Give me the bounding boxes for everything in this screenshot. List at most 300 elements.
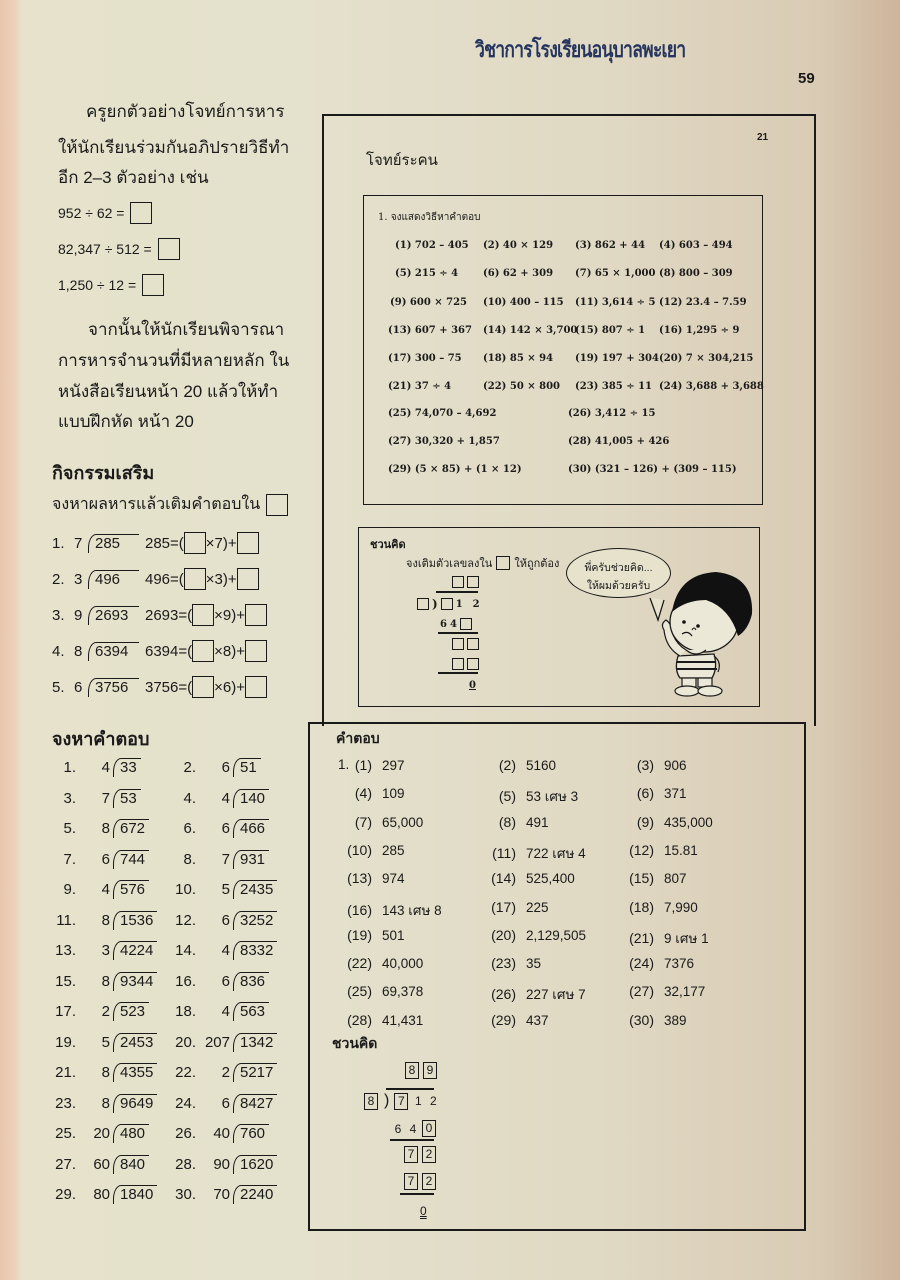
dividend: 8427 <box>233 1094 277 1113</box>
dividend: 4224 <box>113 941 157 960</box>
answer-label: (29) <box>491 1011 516 1028</box>
digit: 1 <box>455 598 463 610</box>
problem-item: (14) 142 × 3,700 <box>483 325 578 336</box>
division-exercise <box>40 911 157 930</box>
problem-item: (5) 215 ÷ 4 <box>395 268 459 279</box>
item-number: 6. <box>183 820 196 837</box>
answer-item <box>484 870 575 886</box>
remainder-answer-box[interactable] <box>237 568 259 590</box>
item-number: 19. <box>55 1033 76 1051</box>
subtraction-line <box>438 672 478 674</box>
dividend: 3252 <box>233 911 277 930</box>
dividend: 2693 <box>88 606 139 625</box>
item-number: 3. <box>63 789 76 807</box>
divisor: 6 <box>221 1094 230 1112</box>
problem-item: (13) 607 + 367 <box>388 325 472 336</box>
item-number: 27. <box>55 1155 76 1173</box>
answer-label: (30) <box>629 1011 654 1028</box>
answer-item <box>340 899 442 921</box>
division-exercise <box>40 1155 149 1174</box>
equation-left: 3756=( <box>145 678 193 696</box>
divisor: 8 <box>101 1094 110 1112</box>
answer-value: 722 เศษ 4 <box>526 845 586 861</box>
item-number: 9. <box>63 881 76 898</box>
answer-digit-box: 8 <box>405 1062 419 1079</box>
extra-instruction <box>52 492 288 517</box>
para-line: แบบฝึกหัด หน้า 20 <box>58 412 194 431</box>
dividend: 3756 <box>88 678 139 697</box>
item-number: 7. <box>63 850 76 868</box>
division-bar <box>386 1088 434 1090</box>
division-exercise <box>160 1155 277 1174</box>
dividend: 4355 <box>113 1063 157 1082</box>
division-exercise <box>40 758 141 777</box>
divisor: 70 <box>213 1186 230 1203</box>
step3-row <box>404 1173 437 1190</box>
divisor: 6 <box>221 820 230 837</box>
subtraction-line <box>400 1193 434 1195</box>
item-number: 11. <box>56 911 76 929</box>
divisor: 40 <box>213 1125 230 1142</box>
answer-digit-box: 9 <box>423 1062 437 1079</box>
equation-mid: ×9)+ <box>214 606 245 624</box>
item-number: 26. <box>175 1125 196 1142</box>
dividend: 2435 <box>233 880 277 899</box>
problem-item: (9) 600 × 725 <box>390 297 467 308</box>
divisor: 4 <box>101 881 110 898</box>
division-exercise <box>160 880 277 899</box>
dividend: 8332 <box>233 941 277 960</box>
answer-label: (4) <box>354 785 372 802</box>
answer-value: 297 <box>382 758 405 773</box>
answer-value: 501 <box>382 927 405 943</box>
step1-row <box>392 1120 437 1137</box>
problem-item: (10) 400 – 115 <box>483 297 564 308</box>
problem-item: (25) 74,070 – 4,692 <box>388 408 497 419</box>
intro-line: อีก 2–3 ตัวอย่าง เช่น <box>58 168 209 187</box>
divisor: 8 <box>101 972 110 990</box>
answer-item <box>622 955 694 971</box>
item-number: 4. <box>52 642 65 660</box>
item-number: 10. <box>175 881 196 898</box>
problem-item: (17) 300 – 75 <box>388 353 462 364</box>
equation-mid: ×6)+ <box>214 678 245 696</box>
item-number: 24. <box>175 1094 196 1112</box>
division-bar <box>436 591 478 593</box>
answer-label: (9) <box>636 813 654 830</box>
answer-box[interactable] <box>130 202 152 224</box>
blank-box[interactable] <box>460 618 472 630</box>
divisor: 2 <box>101 1003 110 1020</box>
answer-label: (28) <box>347 1011 372 1028</box>
answer-value: 389 <box>664 1012 687 1028</box>
diff-row <box>452 638 479 650</box>
quotient-answer-box[interactable] <box>192 604 214 626</box>
answer-digit-box: 2 <box>422 1173 436 1190</box>
division-exercise <box>40 941 157 960</box>
division-exercise <box>40 1063 157 1082</box>
problem-item: (20) 7 × 304,215 <box>659 353 754 364</box>
remainder-answer-box[interactable] <box>237 532 259 554</box>
para-line: การหารจำนวนที่มีหลายหลัก ใน <box>58 351 290 370</box>
divisor: 6 <box>221 911 230 929</box>
dividend: 2453 <box>113 1033 157 1052</box>
divisor: 4 <box>221 789 230 807</box>
answer-label: (27) <box>629 983 654 1000</box>
answer-value: 53 เศษ 3 <box>526 789 579 805</box>
dividend: 33 <box>113 758 141 777</box>
answer-digit-box: 2 <box>422 1146 436 1163</box>
divisor: 4 <box>101 759 110 776</box>
answer-value: 906 <box>664 758 687 773</box>
dividend: 1840 <box>113 1185 157 1204</box>
answer-item <box>484 983 586 1005</box>
problem-item: (24) 3,688 + 3,688 <box>659 381 764 392</box>
page-number: 59 <box>798 70 815 87</box>
problem-item: (1) 702 – 405 <box>395 240 469 251</box>
problem-item: (29) (5 × 85) + (1 × 12) <box>388 464 522 475</box>
answer-label: (14) <box>491 870 516 887</box>
answer-item <box>622 757 687 773</box>
item-number: 29. <box>55 1186 76 1203</box>
box-icon <box>496 556 510 570</box>
equation-left: 6394=( <box>145 642 193 660</box>
answer-value: 35 <box>526 956 542 972</box>
answer-value: 435,000 <box>664 814 713 830</box>
item-number: 2. <box>183 759 196 776</box>
cartoon-boy-icon <box>630 560 758 700</box>
divisor: 8 <box>101 911 110 929</box>
division-exercise <box>160 911 277 930</box>
answer-value: 285 <box>382 842 405 858</box>
division-exercise <box>40 1002 149 1021</box>
answer-label: (8) <box>498 813 516 830</box>
answer-item <box>484 757 556 773</box>
dividend: 466 <box>233 819 269 838</box>
answer-value: 69,378 <box>382 984 424 1000</box>
box-icon <box>266 494 288 516</box>
answer-item <box>622 870 687 886</box>
answer-label: (10) <box>347 841 372 858</box>
dividend: 836 <box>233 972 269 991</box>
divisor: 60 <box>93 1155 110 1173</box>
item-number: 2. <box>52 570 65 588</box>
division-exercise <box>40 1124 149 1143</box>
find-answer-heading: จงหาคำตอบ <box>52 729 150 749</box>
division-exercise <box>160 1094 277 1113</box>
item-number: 18. <box>175 1003 196 1020</box>
speech-text: พี่ครับช่วยคิด... <box>584 562 653 574</box>
item-number: 8. <box>183 850 196 868</box>
answer-label: (18) <box>629 898 654 915</box>
item-number: 21. <box>55 1064 76 1081</box>
division-exercise <box>160 1063 277 1082</box>
answer-digit-box: 0 <box>422 1120 436 1137</box>
dividend: 744 <box>113 850 149 869</box>
dividend: 1620 <box>233 1155 277 1174</box>
answer-value: 7,990 <box>664 899 698 915</box>
dividend: 840 <box>113 1155 149 1174</box>
division-exercise <box>40 850 149 869</box>
answer-label: (25) <box>347 983 372 1000</box>
dividend: 9344 <box>113 972 157 991</box>
dividend: 6394 <box>88 642 139 661</box>
answer-value: 41,431 <box>382 1012 424 1028</box>
division-exercise <box>40 972 157 991</box>
example-equation <box>58 238 180 260</box>
quotient-boxes <box>452 576 479 588</box>
answer-label: (21) <box>629 929 654 946</box>
answer-label: (23) <box>491 955 516 972</box>
quotient-answer-box[interactable] <box>184 532 206 554</box>
subtraction-line <box>438 632 478 634</box>
division-exercise <box>160 789 269 808</box>
answer-value: 525,400 <box>526 871 575 887</box>
digit: 2 <box>429 1094 437 1108</box>
division-exercise <box>40 1094 157 1113</box>
divisor: 3 <box>101 942 110 959</box>
division-exercise <box>160 1002 269 1021</box>
dividend: 563 <box>233 1002 269 1021</box>
problem-item: (27) 30,320 + 1,857 <box>388 436 500 447</box>
item-number: 4. <box>183 789 196 807</box>
item-number: 22. <box>175 1064 196 1081</box>
example-equation <box>58 274 164 296</box>
dividend: 51 <box>233 758 261 777</box>
divisor: 7 <box>101 789 110 807</box>
answer-item <box>622 927 709 949</box>
answer-label: (1) <box>354 757 372 773</box>
answer-item <box>340 1012 423 1028</box>
answer-item <box>484 785 578 807</box>
answer-value: 974 <box>382 871 405 887</box>
divisor: 4 <box>221 942 230 959</box>
think-title: ชวนคิด <box>370 539 406 551</box>
problem-item: (22) 50 × 800 <box>483 381 560 392</box>
answer-value: 7376 <box>664 956 695 972</box>
dividend: 2240 <box>233 1185 277 1204</box>
digit: 6 <box>394 1121 402 1136</box>
answer-label: (19) <box>347 926 372 943</box>
dividend: 53 <box>113 789 141 808</box>
dividend-row: 8 ) 7 1 2 <box>364 1092 439 1110</box>
quotient-answer-box[interactable] <box>192 640 214 662</box>
blank-box[interactable] <box>452 638 464 650</box>
problem-item: (4) 603 – 494 <box>659 240 733 251</box>
answer-box[interactable] <box>142 274 164 296</box>
equation-mid: ×3)+ <box>205 570 237 588</box>
answer-item <box>340 955 423 971</box>
digit: 1 <box>414 1094 422 1108</box>
equation-text: 952 ÷ 62 = <box>58 205 125 221</box>
divisor: 8 <box>74 642 83 660</box>
extra-exercise-row <box>52 640 267 662</box>
extra-exercise-row <box>52 568 259 590</box>
answer-value: 491 <box>526 814 549 830</box>
answer-item <box>622 1012 687 1028</box>
answer-item <box>622 785 687 801</box>
quotient-answer-box[interactable] <box>192 676 214 698</box>
division-exercise <box>160 758 261 777</box>
answer-digit-box: 8 <box>364 1093 378 1110</box>
answer-digit-box: 7 <box>394 1093 408 1110</box>
equation-left: 285=( <box>145 534 184 552</box>
problem-item: (8) 800 – 309 <box>659 268 733 279</box>
answer-value: 143 เศษ 8 <box>382 902 442 918</box>
dividend: 496 <box>88 570 139 589</box>
divisor: 8 <box>101 1064 110 1081</box>
instruction-text: จงหาผลหารแล้วเติมคำตอบใน <box>52 496 261 513</box>
inner-page-number: 21 <box>757 132 769 143</box>
blank-box[interactable] <box>417 598 429 610</box>
divisor: 6 <box>74 678 83 696</box>
extra-activity-heading: กิจกรรมเสริม <box>52 463 155 483</box>
divisor: 5 <box>221 881 230 898</box>
dividend: 760 <box>233 1124 269 1143</box>
item-number: 16. <box>175 972 196 990</box>
problems-heading: 1. จงแสดงวิธีหาคำตอบ <box>378 212 481 223</box>
blank-box[interactable] <box>467 658 479 670</box>
answer-value: 32,177 <box>664 984 706 1000</box>
problem-item: (26) 3,412 ÷ 15 <box>568 408 656 419</box>
division-exercise <box>160 1185 277 1204</box>
quotient-answer-box[interactable] <box>184 568 206 590</box>
answer-label: (16) <box>347 901 372 918</box>
para-line: หนังสือเรียนหน้า 20 แล้วให้ทำ <box>58 382 279 401</box>
answer-item <box>484 814 549 830</box>
answer-item <box>622 899 698 915</box>
dividend: 672 <box>113 819 149 838</box>
blank-box[interactable] <box>441 598 453 610</box>
answer-value: 9 เศษ 1 <box>664 930 709 946</box>
dividend: 576 <box>113 880 149 899</box>
blank-box[interactable] <box>452 658 464 670</box>
divisor: 6 <box>221 972 230 990</box>
divisor: 80 <box>93 1186 110 1203</box>
answer-value: 65,000 <box>382 814 424 830</box>
dividend: 931 <box>233 850 269 869</box>
item-number: 20. <box>175 1033 196 1051</box>
subtraction-line <box>390 1139 434 1141</box>
blank-box[interactable] <box>467 576 479 588</box>
divisor: 20 <box>93 1125 110 1142</box>
problem-item: (11) 3,614 ÷ 5 <box>575 297 656 308</box>
problem-item: (21) 37 ÷ 4 <box>388 381 452 392</box>
answer-value: 227 เศษ 7 <box>526 987 586 1003</box>
problem-item: (23) 385 ÷ 11 <box>575 381 652 392</box>
answer-item <box>484 842 586 864</box>
divisor: 6 <box>221 759 230 776</box>
speech-text: ให้ผมด้วยครับ <box>586 580 651 592</box>
answer-label: (15) <box>629 870 654 887</box>
school-header-title: วิชาการโรงเรียนอนุบาลพะเยา <box>475 38 686 63</box>
equation-mid: ×8)+ <box>214 642 245 660</box>
digit: 6 <box>440 618 447 630</box>
dividend: 523 <box>113 1002 149 1021</box>
division-exercise <box>160 1124 269 1143</box>
divisor: 2 <box>221 1064 230 1081</box>
answer-item <box>622 983 705 999</box>
answer-label: (6) <box>636 785 654 802</box>
answer-value: 807 <box>664 871 687 887</box>
division-exercise <box>160 1033 277 1052</box>
item-number: 12. <box>175 911 196 929</box>
example-equation <box>58 202 152 224</box>
dividend: 140 <box>233 789 269 808</box>
remainder-answer-box[interactable] <box>245 640 267 662</box>
division-exercise <box>160 850 269 869</box>
division-exercise <box>40 1033 157 1052</box>
division-exercise <box>40 880 149 899</box>
equation-mid: ×7)+ <box>205 534 237 552</box>
problem-item: (12) 23.4 – 7.59 <box>659 297 747 308</box>
instruction-text: จงเติมตัวเลขลงใน <box>406 558 493 570</box>
divisor: 90 <box>213 1155 230 1173</box>
item-number: 13. <box>55 942 76 959</box>
intro-line: ให้นักเรียนร่วมกันอภิปรายวิธีทำ <box>58 138 290 157</box>
digit: 4 <box>409 1121 417 1136</box>
divisor: 6 <box>101 850 110 868</box>
intro-line: ครูยกตัวอย่างโจทย์การหาร <box>86 102 285 121</box>
extra-exercise-row <box>52 532 259 554</box>
blank-box[interactable] <box>452 576 464 588</box>
answer-value: 2,129,505 <box>526 927 587 943</box>
answer-item <box>340 927 405 943</box>
division-exercise <box>40 789 141 808</box>
answers-section-label: 1. <box>338 757 350 772</box>
answer-label: (3) <box>636 757 654 773</box>
product-row <box>452 658 479 670</box>
answer-item <box>484 899 549 915</box>
answers-title: คำตอบ <box>336 730 380 746</box>
answer-label: (20) <box>491 926 516 943</box>
quotient-row <box>405 1062 438 1079</box>
answer-label: (2) <box>498 757 516 773</box>
remainder: 0 <box>469 680 476 691</box>
remainder-answer-box[interactable] <box>245 676 267 698</box>
answer-item <box>340 870 405 886</box>
answer-box[interactable] <box>158 238 180 260</box>
mixed-problems-title: โจทย์ระคน <box>366 152 438 169</box>
item-number: 25. <box>55 1125 76 1142</box>
step2-row <box>404 1146 437 1163</box>
item-number: 1. <box>52 534 65 552</box>
division-exercise <box>160 941 277 960</box>
answer-label: (7) <box>354 813 372 830</box>
blank-box[interactable] <box>467 638 479 650</box>
answer-label: (26) <box>491 986 516 1003</box>
item-number: 23. <box>55 1094 76 1112</box>
item-number: 15. <box>55 972 76 990</box>
dividend: 1342 <box>233 1033 277 1052</box>
answer-value: 5160 <box>526 758 557 773</box>
problem-item: (19) 197 + 304 <box>575 353 659 364</box>
partial-row <box>440 618 472 630</box>
answer-item <box>484 955 541 971</box>
divisor: 4 <box>221 1003 230 1020</box>
equation-text: 82,347 ÷ 512 = <box>58 241 152 257</box>
answer-digit-box: 7 <box>404 1173 418 1190</box>
think-answer-title: ชวนคิด <box>332 1035 378 1051</box>
equation-left: 2693=( <box>145 606 193 624</box>
digit: 2 <box>472 598 480 610</box>
dividend: 480 <box>113 1124 149 1143</box>
problem-item: (18) 85 × 94 <box>483 353 554 364</box>
divisor: 7 <box>221 850 230 868</box>
remainder-answer-box[interactable] <box>245 604 267 626</box>
item-number: 28. <box>175 1155 196 1173</box>
dividend: 1536 <box>113 911 157 930</box>
